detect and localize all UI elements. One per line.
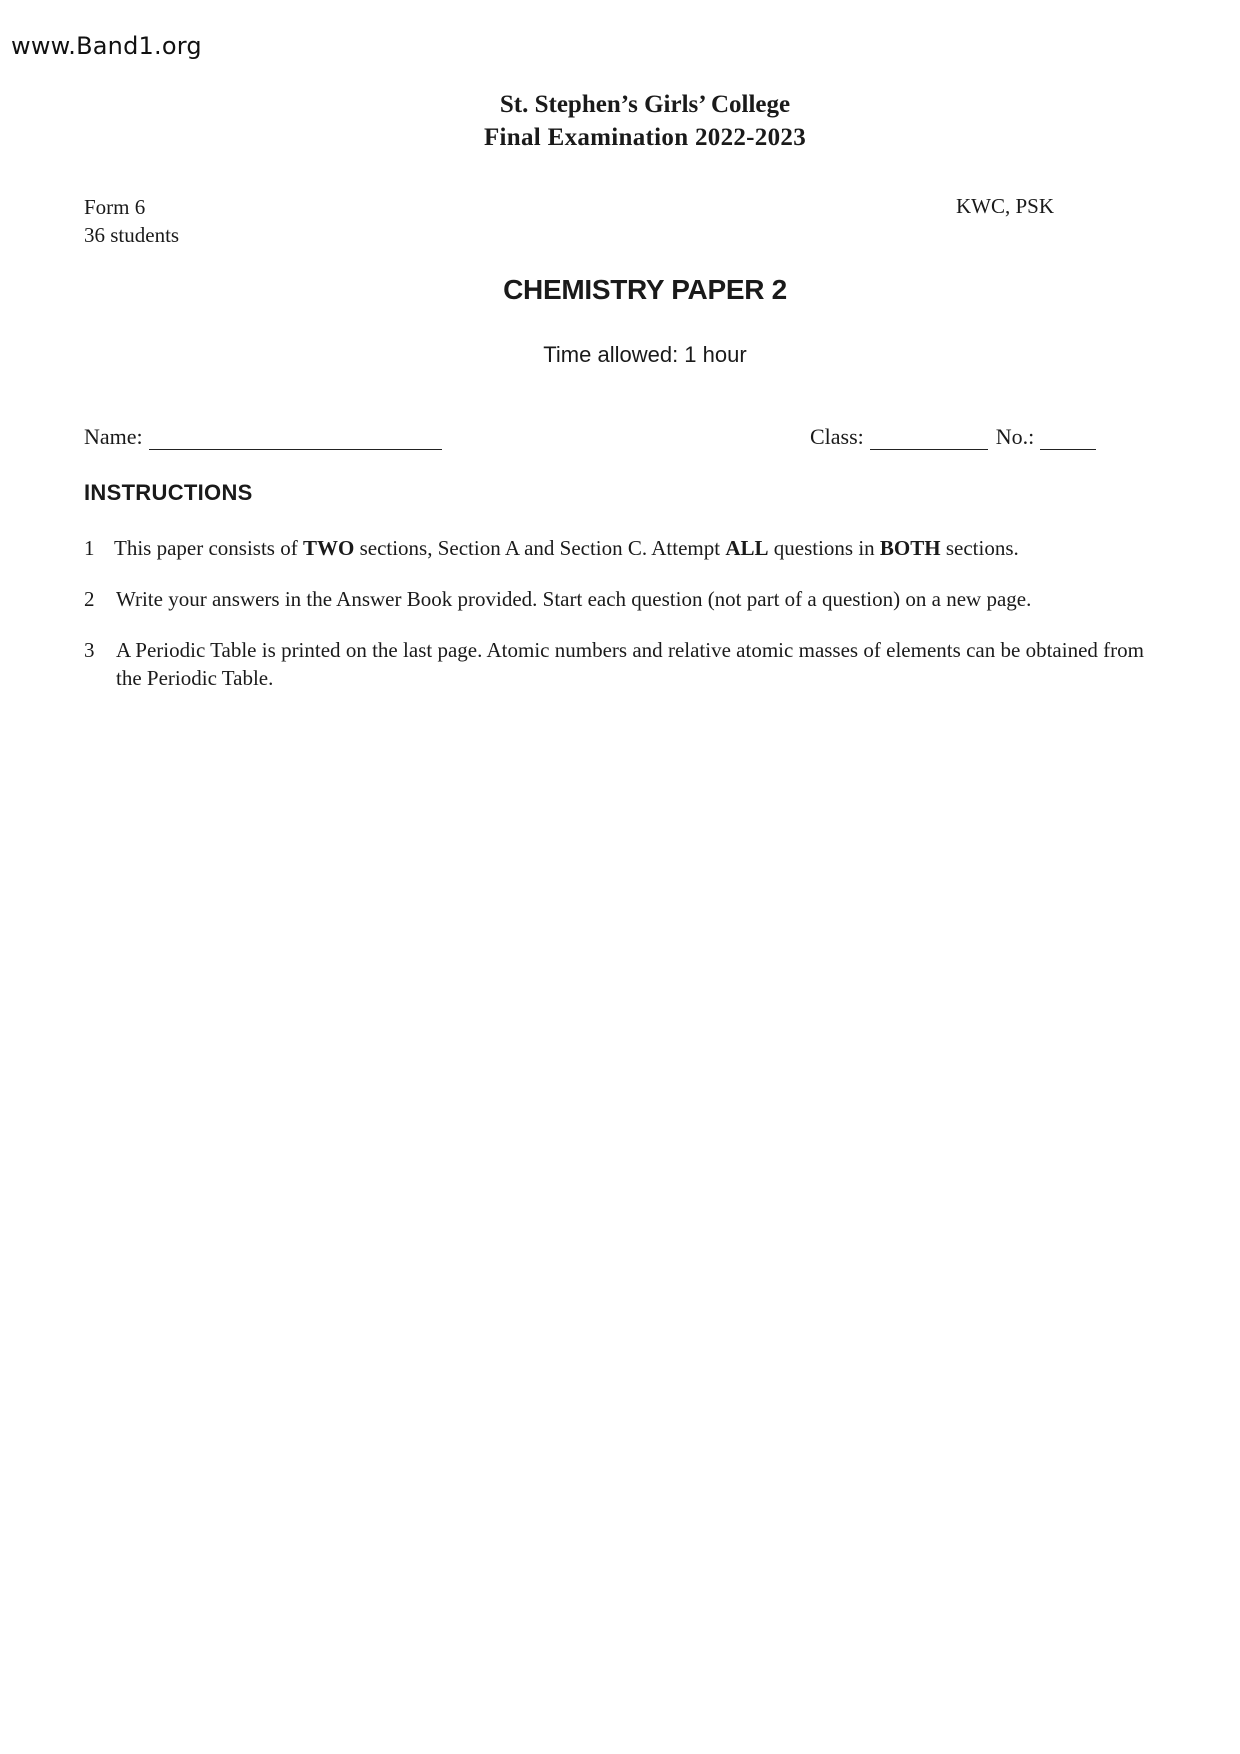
instruction-text-part: This paper consists of — [114, 536, 303, 560]
number-blank[interactable] — [1040, 427, 1096, 450]
instruction-text-part: questions in — [768, 536, 880, 560]
watermark-url: www.Band1.org — [11, 32, 202, 60]
instructions-heading: INSTRUCTIONS — [84, 480, 253, 505]
instruction-emphasis: ALL — [725, 536, 769, 560]
form-level: Form 6 — [84, 195, 146, 219]
instruction-emphasis: BOTH — [879, 536, 941, 560]
class-blank[interactable] — [870, 427, 988, 450]
instruction-text: A Periodic Table is printed on the last page. Atomic numbers and relative atomic masses of elements can be obtained from the Periodic Table. — [116, 638, 1144, 690]
exam-header — [0, 88, 1240, 154]
exam-title: Final Examination 2022-2023 — [483, 124, 807, 151]
teacher-initials: KWC, PSK — [956, 194, 1055, 218]
name-label: Name: — [84, 424, 143, 449]
instruction-item-1 — [84, 534, 1144, 562]
class-label: Class: — [810, 424, 864, 449]
class-field-row — [810, 424, 1096, 450]
school-name: St. Stephen’s Girls’ College — [499, 91, 791, 118]
instruction-emphasis: TWO — [302, 536, 355, 560]
form-info — [84, 193, 179, 249]
instruction-item-3 — [84, 636, 1144, 692]
name-blank[interactable] — [149, 427, 442, 450]
time-allowed: Time allowed: 1 hour — [543, 342, 747, 367]
instruction-text-part: sections, Section A and Section C. Attempt — [354, 536, 726, 560]
instruction-text — [114, 534, 1144, 562]
paper-title: CHEMISTRY PAPER 2 — [503, 274, 787, 305]
instruction-number: 2 — [84, 587, 95, 611]
instructions-list — [84, 534, 1144, 715]
instruction-item-2 — [84, 585, 1144, 613]
instruction-number: 3 — [84, 638, 95, 662]
instruction-text: Write your answers in the Answer Book provided. Start each question (not part of a question) on a new page. — [116, 587, 1032, 611]
instruction-number: 1 — [84, 536, 95, 560]
student-count: 36 students — [84, 223, 180, 247]
instruction-text-part: sections. — [940, 536, 1019, 560]
number-label: No.: — [995, 424, 1035, 449]
name-field-row — [84, 424, 442, 450]
